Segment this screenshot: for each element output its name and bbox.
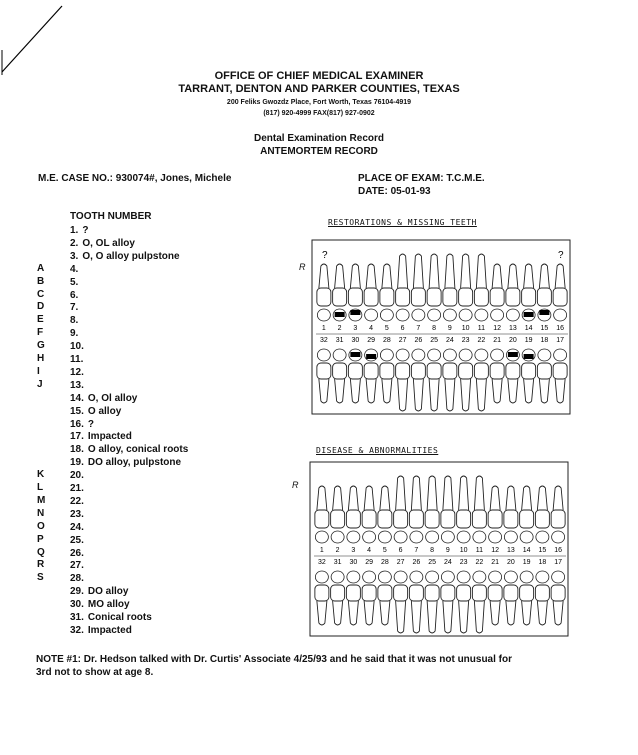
- tooth-row: [70, 469, 88, 482]
- corner-fax-line: [0, 0, 70, 80]
- upper-tooth: [425, 476, 439, 543]
- case-number: [38, 173, 231, 184]
- lower-tooth-number: 27: [398, 337, 407, 344]
- primary-letter: E: [37, 314, 44, 326]
- tooth-row: [70, 430, 132, 443]
- restoration-mark: [539, 310, 549, 315]
- tooth-row: [70, 521, 88, 534]
- tooth-number: 1.: [70, 225, 79, 236]
- tooth-number: 27.: [70, 560, 84, 572]
- question-mark-tooth-1: ?: [322, 250, 328, 261]
- upper-tooth-number: 15: [540, 325, 549, 332]
- primary-letter: S: [37, 572, 44, 584]
- lower-tooth-number: 24: [445, 337, 454, 344]
- tooth-number: 32.: [70, 624, 84, 636]
- lower-tooth-number: 28: [382, 337, 391, 344]
- lower-tooth: [425, 571, 439, 633]
- lower-tooth-number: 20: [506, 559, 515, 566]
- tooth-row: [70, 418, 94, 431]
- primary-letter: O: [37, 520, 45, 532]
- upper-tooth: [472, 476, 486, 543]
- primary-letter: D: [37, 301, 45, 313]
- upper-tooth: [317, 264, 331, 321]
- tooth-row: [70, 495, 88, 508]
- tooth-number: 23.: [70, 508, 84, 520]
- tooth-number: 9.: [70, 328, 79, 340]
- upper-tooth-number: 11: [475, 547, 484, 554]
- upper-tooth-number: 8: [432, 325, 437, 332]
- tooth-row: [70, 263, 82, 276]
- lower-tooth: [378, 571, 392, 625]
- restoration-mark: [524, 354, 534, 359]
- primary-letter: B: [37, 275, 45, 287]
- lower-tooth-number: 29: [367, 337, 376, 344]
- lower-tooth-number: 30: [349, 559, 358, 566]
- tooth-row: [70, 224, 88, 237]
- restoration-mark: [335, 312, 345, 317]
- tooth-note: O, OL alloy: [82, 237, 135, 249]
- lower-tooth-number: 32: [317, 559, 326, 566]
- tooth-row: [70, 534, 88, 547]
- upper-tooth-number: 10: [461, 325, 470, 332]
- lower-tooth: [459, 349, 473, 411]
- lower-tooth-number: 17: [554, 559, 563, 566]
- lower-tooth: [551, 571, 565, 625]
- lower-tooth: [506, 349, 520, 403]
- lower-tooth: [474, 349, 488, 411]
- lower-tooth-number: 25: [428, 559, 437, 566]
- lower-tooth: [488, 571, 502, 625]
- lower-tooth-number: 20: [508, 337, 517, 344]
- primary-letter: G: [37, 340, 45, 352]
- tooth-number: 21.: [70, 483, 84, 494]
- primary-letter: R: [37, 559, 45, 571]
- lower-tooth-number: 23: [461, 337, 470, 344]
- primary-letter: Q: [37, 546, 45, 558]
- lower-tooth: [411, 349, 425, 411]
- lower-tooth: [348, 349, 362, 403]
- upper-tooth-number: 11: [477, 325, 486, 332]
- tooth-row: [70, 405, 121, 418]
- tooth-number: 26.: [70, 547, 84, 559]
- tooth-note: Conical roots: [87, 612, 152, 623]
- note-line-1: NOTE #1: Dr. Hedson talked with Dr. Curtis' Associate 4/25/93 and he said that it was not unusual for: [36, 654, 513, 665]
- upper-tooth: [504, 486, 518, 543]
- tooth-row: [70, 327, 82, 340]
- upper-tooth-number: 2: [337, 325, 342, 332]
- upper-tooth-number: 13: [508, 325, 517, 332]
- upper-tooth-number: 9: [447, 325, 452, 332]
- tooth-number: 28.: [70, 573, 84, 585]
- chart2-side-mark: R: [292, 480, 299, 490]
- tooth-row: [70, 611, 152, 624]
- upper-tooth: [396, 254, 410, 321]
- place-value: T.C.M.E.: [446, 173, 485, 184]
- upper-tooth-number: 12: [491, 547, 500, 554]
- tooth-number: 19.: [70, 457, 84, 469]
- lower-tooth-number: 31: [333, 559, 342, 566]
- upper-tooth-number: 1: [321, 325, 326, 332]
- upper-tooth-number: 1: [319, 547, 324, 554]
- counties-title: TARRANT, DENTON AND PARKER COUNTIES, TEXAS: [178, 83, 460, 95]
- tooth-row: [70, 572, 88, 585]
- tooth-row: [70, 237, 135, 250]
- tooth-row: [70, 340, 88, 353]
- tooth-number: 16.: [70, 418, 84, 430]
- upper-tooth-number: 12: [493, 325, 502, 332]
- lower-tooth-number: 25: [430, 337, 439, 344]
- office-title: OFFICE OF CHIEF MEDICAL EXAMINER: [214, 70, 424, 82]
- case-label: M.E. CASE NO.:: [38, 173, 114, 184]
- upper-tooth: [394, 476, 408, 543]
- lower-tooth-number: 26: [412, 559, 421, 566]
- tooth-note: ?: [87, 418, 95, 430]
- lower-tooth-number: 32: [319, 337, 328, 344]
- lower-tooth-number: 26: [414, 337, 423, 344]
- tooth-number: 10.: [70, 341, 84, 353]
- tooth-note: Impacted: [87, 431, 132, 443]
- tooth-number: 7.: [70, 302, 79, 314]
- lower-tooth: [553, 349, 567, 403]
- upper-tooth-number: 5: [384, 325, 389, 332]
- lower-tooth-number: 29: [365, 559, 374, 566]
- date-value: 05-01-93: [390, 186, 431, 197]
- upper-tooth: [535, 486, 549, 543]
- lower-tooth-number: 19: [524, 337, 533, 344]
- tooth-row: [70, 250, 180, 263]
- primary-letter: H: [37, 353, 45, 364]
- lower-tooth: [394, 571, 408, 633]
- note-line-2: 3rd not to show at age 8.: [36, 667, 154, 678]
- restoration-mark: [524, 312, 534, 317]
- upper-tooth-number: 4: [369, 325, 374, 332]
- lower-tooth: [396, 349, 410, 411]
- lower-tooth-number: 18: [540, 337, 549, 344]
- tooth-row: [70, 624, 132, 637]
- chart2-dental-diagram: [306, 460, 574, 640]
- exam-date: [358, 186, 431, 197]
- tooth-number: 18.: [70, 444, 84, 456]
- tooth-row: [70, 301, 82, 314]
- tooth-number: 12.: [70, 366, 84, 378]
- chart2-title: DISEASE & ABNORMALITIES: [316, 446, 439, 455]
- upper-tooth: [457, 476, 471, 543]
- lower-tooth-number: 22: [475, 559, 484, 566]
- lower-tooth-number: 21: [491, 559, 500, 566]
- upper-tooth-number: 14: [522, 547, 531, 554]
- upper-tooth: [490, 264, 504, 321]
- lower-tooth: [537, 349, 551, 403]
- tooth-row: [70, 392, 137, 405]
- upper-tooth: [346, 486, 360, 543]
- upper-tooth: [506, 264, 520, 321]
- tooth-row: [70, 547, 88, 560]
- tooth-note: ?: [82, 225, 89, 236]
- tooth-row: [70, 289, 82, 302]
- tooth-row: [70, 379, 88, 392]
- lower-tooth-number: 31: [335, 337, 344, 344]
- upper-tooth-number: 15: [538, 547, 547, 554]
- tooth-number: 22.: [70, 495, 84, 507]
- upper-tooth-number: 2: [335, 547, 340, 554]
- tooth-number-heading: TOOTH NUMBER: [70, 211, 152, 222]
- upper-tooth-number: 10: [459, 547, 468, 554]
- lower-tooth: [443, 349, 457, 411]
- record-subtype: ANTEMORTEM RECORD: [260, 146, 378, 157]
- primary-letter: L: [37, 482, 44, 493]
- date-label: DATE:: [358, 186, 388, 197]
- upper-tooth: [459, 254, 473, 321]
- upper-tooth: [362, 486, 376, 543]
- tooth-number: 20.: [70, 470, 84, 482]
- tooth-number: 4.: [70, 263, 79, 275]
- tooth-row: [70, 508, 88, 521]
- lower-tooth: [346, 571, 360, 625]
- tooth-row: [70, 482, 88, 495]
- primary-letter: F: [37, 327, 44, 339]
- primary-letter: A: [37, 262, 45, 274]
- tooth-note: O alloy, conical roots: [87, 444, 189, 456]
- primary-letter: C: [37, 288, 45, 300]
- tooth-note: DO alloy, pulpstone: [87, 457, 182, 469]
- upper-tooth: [553, 264, 567, 321]
- tooth-row: [70, 598, 130, 611]
- chart1-title: RESTORATIONS & MISSING TEETH: [328, 218, 477, 227]
- tooth-note: O, O alloy pulpstone: [82, 250, 180, 262]
- upper-tooth-number: 8: [430, 547, 435, 554]
- tooth-number: 5.: [70, 276, 79, 288]
- upper-tooth: [474, 254, 488, 321]
- lower-tooth: [457, 571, 471, 633]
- tooth-row: [70, 366, 88, 379]
- upper-tooth: [551, 486, 565, 543]
- tooth-number: 31.: [70, 612, 84, 623]
- upper-tooth-number: 16: [554, 547, 563, 554]
- place-of-exam: [358, 173, 485, 184]
- tooth-row: [70, 443, 188, 456]
- lower-tooth: [362, 571, 376, 625]
- restoration-mark: [350, 352, 360, 357]
- lower-tooth-number: 19: [522, 559, 531, 566]
- primary-letter: K: [37, 469, 45, 481]
- lower-tooth: [380, 349, 394, 403]
- lower-tooth-number: 28: [380, 559, 389, 566]
- upper-tooth-number: 16: [556, 325, 565, 332]
- office-phone: (817) 920-4999 FAX(817) 927-0902: [263, 110, 375, 117]
- lower-tooth-number: 27: [396, 559, 405, 566]
- tooth-note: MO alloy: [87, 599, 130, 611]
- upper-tooth: [380, 264, 394, 321]
- lower-tooth-number: 24: [443, 559, 452, 566]
- upper-tooth: [315, 486, 329, 543]
- tooth-note: DO alloy: [87, 586, 129, 598]
- primary-letter: M: [37, 494, 46, 506]
- tooth-note: O alloy: [87, 405, 122, 417]
- upper-tooth: [488, 486, 502, 543]
- upper-tooth: [378, 486, 392, 543]
- lower-tooth: [520, 571, 534, 625]
- upper-tooth: [409, 476, 423, 543]
- tooth-row: [70, 456, 181, 469]
- lower-tooth: [317, 349, 331, 403]
- upper-tooth-number: 6: [398, 547, 403, 554]
- upper-tooth-number: 14: [524, 325, 533, 332]
- tooth-row: [70, 585, 128, 598]
- office-address: 200 Feliks Gwozdz Place, Fort Worth, Texas 76104-4919: [226, 99, 412, 106]
- tooth-row: [70, 559, 88, 572]
- lower-tooth-number: 21: [493, 337, 502, 344]
- restoration-mark: [350, 310, 360, 315]
- tooth-number: 2.: [70, 237, 79, 249]
- lower-tooth: [472, 571, 486, 633]
- tooth-row: [70, 276, 82, 289]
- restoration-mark: [366, 354, 376, 359]
- tooth-number: 25.: [70, 534, 84, 546]
- primary-letter: I: [37, 365, 40, 377]
- lower-tooth: [315, 571, 329, 625]
- lower-tooth: [333, 349, 347, 403]
- chart1-dental-diagram: [308, 238, 576, 418]
- primary-letter: N: [37, 507, 45, 519]
- tooth-number: 3.: [70, 250, 79, 262]
- primary-letter: J: [37, 378, 43, 390]
- upper-tooth: [364, 264, 378, 321]
- upper-tooth-number: 5: [382, 547, 387, 554]
- lower-tooth-number: 22: [477, 337, 486, 344]
- tooth-number: 17.: [70, 431, 84, 443]
- upper-tooth: [411, 254, 425, 321]
- restoration-mark: [508, 352, 518, 357]
- lower-tooth: [504, 571, 518, 625]
- tooth-number: 24.: [70, 521, 84, 533]
- upper-tooth-number: 3: [353, 325, 358, 332]
- upper-tooth: [331, 486, 345, 543]
- lower-tooth-number: 17: [556, 337, 565, 344]
- upper-tooth-number: 7: [414, 547, 419, 554]
- tooth-number: 11.: [70, 354, 84, 365]
- tooth-note: O, Ol alloy: [87, 392, 138, 404]
- lower-tooth: [427, 349, 441, 411]
- upper-tooth-number: 3: [351, 547, 356, 554]
- tooth-number: 15.: [70, 405, 84, 417]
- upper-tooth-number: 4: [367, 547, 372, 554]
- upper-tooth-number: 6: [400, 325, 405, 332]
- tooth-number: 14.: [70, 392, 84, 404]
- question-mark-tooth-16: ?: [558, 250, 564, 261]
- lower-tooth-number: 23: [459, 559, 468, 566]
- chart1-side-mark: R: [299, 262, 306, 272]
- lower-tooth-number: 18: [538, 559, 547, 566]
- lower-tooth: [331, 571, 345, 625]
- place-label: PLACE OF EXAM:: [358, 173, 444, 184]
- case-value: 930074#, Jones, Michele: [115, 173, 232, 184]
- tooth-note: Impacted: [87, 624, 132, 636]
- record-type: Dental Examination Record: [253, 133, 385, 144]
- tooth-number: 8.: [70, 315, 79, 327]
- upper-tooth-number: 13: [506, 547, 515, 554]
- tooth-number: 13.: [70, 379, 84, 391]
- lower-tooth-number: 30: [351, 337, 360, 344]
- upper-tooth: [427, 254, 441, 321]
- tooth-number: 6.: [70, 289, 79, 301]
- lower-tooth: [441, 571, 455, 633]
- upper-tooth: [520, 486, 534, 543]
- tooth-number: 30.: [70, 599, 84, 611]
- upper-tooth: [443, 254, 457, 321]
- tooth-number: 29.: [70, 586, 84, 598]
- tooth-row: [70, 353, 87, 366]
- lower-tooth: [535, 571, 549, 625]
- upper-tooth-number: 9: [445, 547, 450, 554]
- lower-tooth: [409, 571, 423, 633]
- tooth-row: [70, 314, 82, 327]
- lower-tooth: [490, 349, 504, 403]
- upper-tooth: [441, 476, 455, 543]
- upper-tooth-number: 7: [416, 325, 421, 332]
- primary-letter: P: [37, 533, 44, 545]
